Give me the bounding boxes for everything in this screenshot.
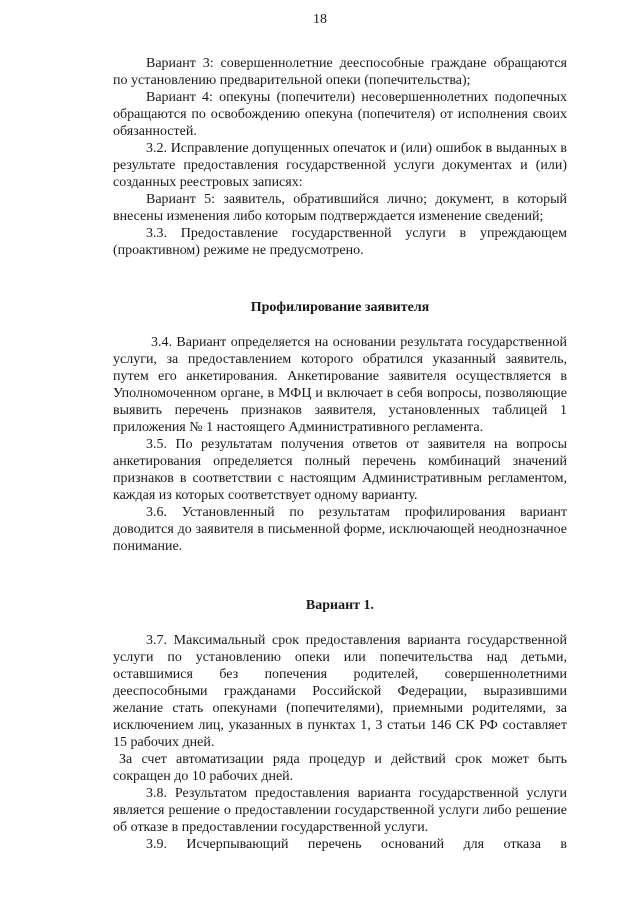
paragraph-variant-4: Вариант 4: опекуны (попечители) несовершеннолетних подопечных обращаются по освобождению опекуна (попечителя) от исполнения своих обязанностей.: [113, 90, 567, 139]
paragraph-3-9: 3.9. Исчерпывающий перечень оснований для отказа в: [146, 837, 567, 852]
paragraph-3-7: 3.7. Максимальный срок предоставления варианта государственной услуги по установлению опеки или попечительства над детьми, оставшимися без попечения родителей, совершеннолетними дееспособными гражданами Российской Федерации, выразившими желание стать опекунами (попечителями), приемными родителями, за исключением лиц, указанных в пунктах 1, 3 статьи 146 СК РФ составляет 15 рабочих дней.: [113, 633, 567, 750]
paragraph-automation: За счет автоматизации ряда процедур и действий срок может быть сокращен до 10 рабочих дней.: [113, 752, 567, 784]
page-number: 18: [313, 12, 327, 27]
paragraph-variant-3: Вариант 3: совершеннолетние дееспособные граждане обращаются по установлению предварительной опеки (попечительства);: [113, 56, 567, 88]
paragraph-3-2: 3.2. Исправление допущенных опечаток и (или) ошибок в выданных в результате предоставления государственной услуги документах и (или) созданных реестровых записях:: [113, 141, 567, 190]
paragraph-3-3: 3.3. Предоставление государственной услуги в упреждающем (проактивном) режиме не предусмотрено.: [113, 226, 567, 258]
paragraph-3-8: 3.8. Результатом предоставления варианта государственной услуги является решение о предоставлении государственной услуги либо решение об отказе в предоставлении государственной услуги.: [113, 786, 567, 835]
heading-profiling: Профилирование заявителя: [250, 300, 430, 315]
paragraph-3-4: 3.4. Вариант определяется на основании результата государственной услуги, за предоставлением которого обратился указанный заявитель, путем его анкетирования. Анкетирование заявителя осуществляется в Уполномоченном органе, в МФЦ и включает в себя вопросы, позволяющие выявить перечень признаков заявителя, установленных таблицей 1 приложения № 1 настоящего Административного регламента.: [113, 335, 567, 435]
paragraph-3-6: 3.6. Установленный по результатам профилирования вариант доводится до заявителя в письменной форме, исключающей неоднозначное понимание.: [113, 505, 567, 554]
paragraph-variant-5: Вариант 5: заявитель, обратившийся лично; документ, в который внесены изменения либо которым подтверждается изменение сведений;: [113, 192, 567, 224]
paragraph-3-5: 3.5. По результатам получения ответов от заявителя на вопросы анкетирования определяется полный перечень комбинаций значений признаков в соответствии с настоящим Административным регламентом, каждая из которых соответствует одному варианту.: [113, 437, 567, 503]
document-body: [113, 55, 567, 853]
heading-variant-1: Вариант 1.: [305, 598, 375, 613]
